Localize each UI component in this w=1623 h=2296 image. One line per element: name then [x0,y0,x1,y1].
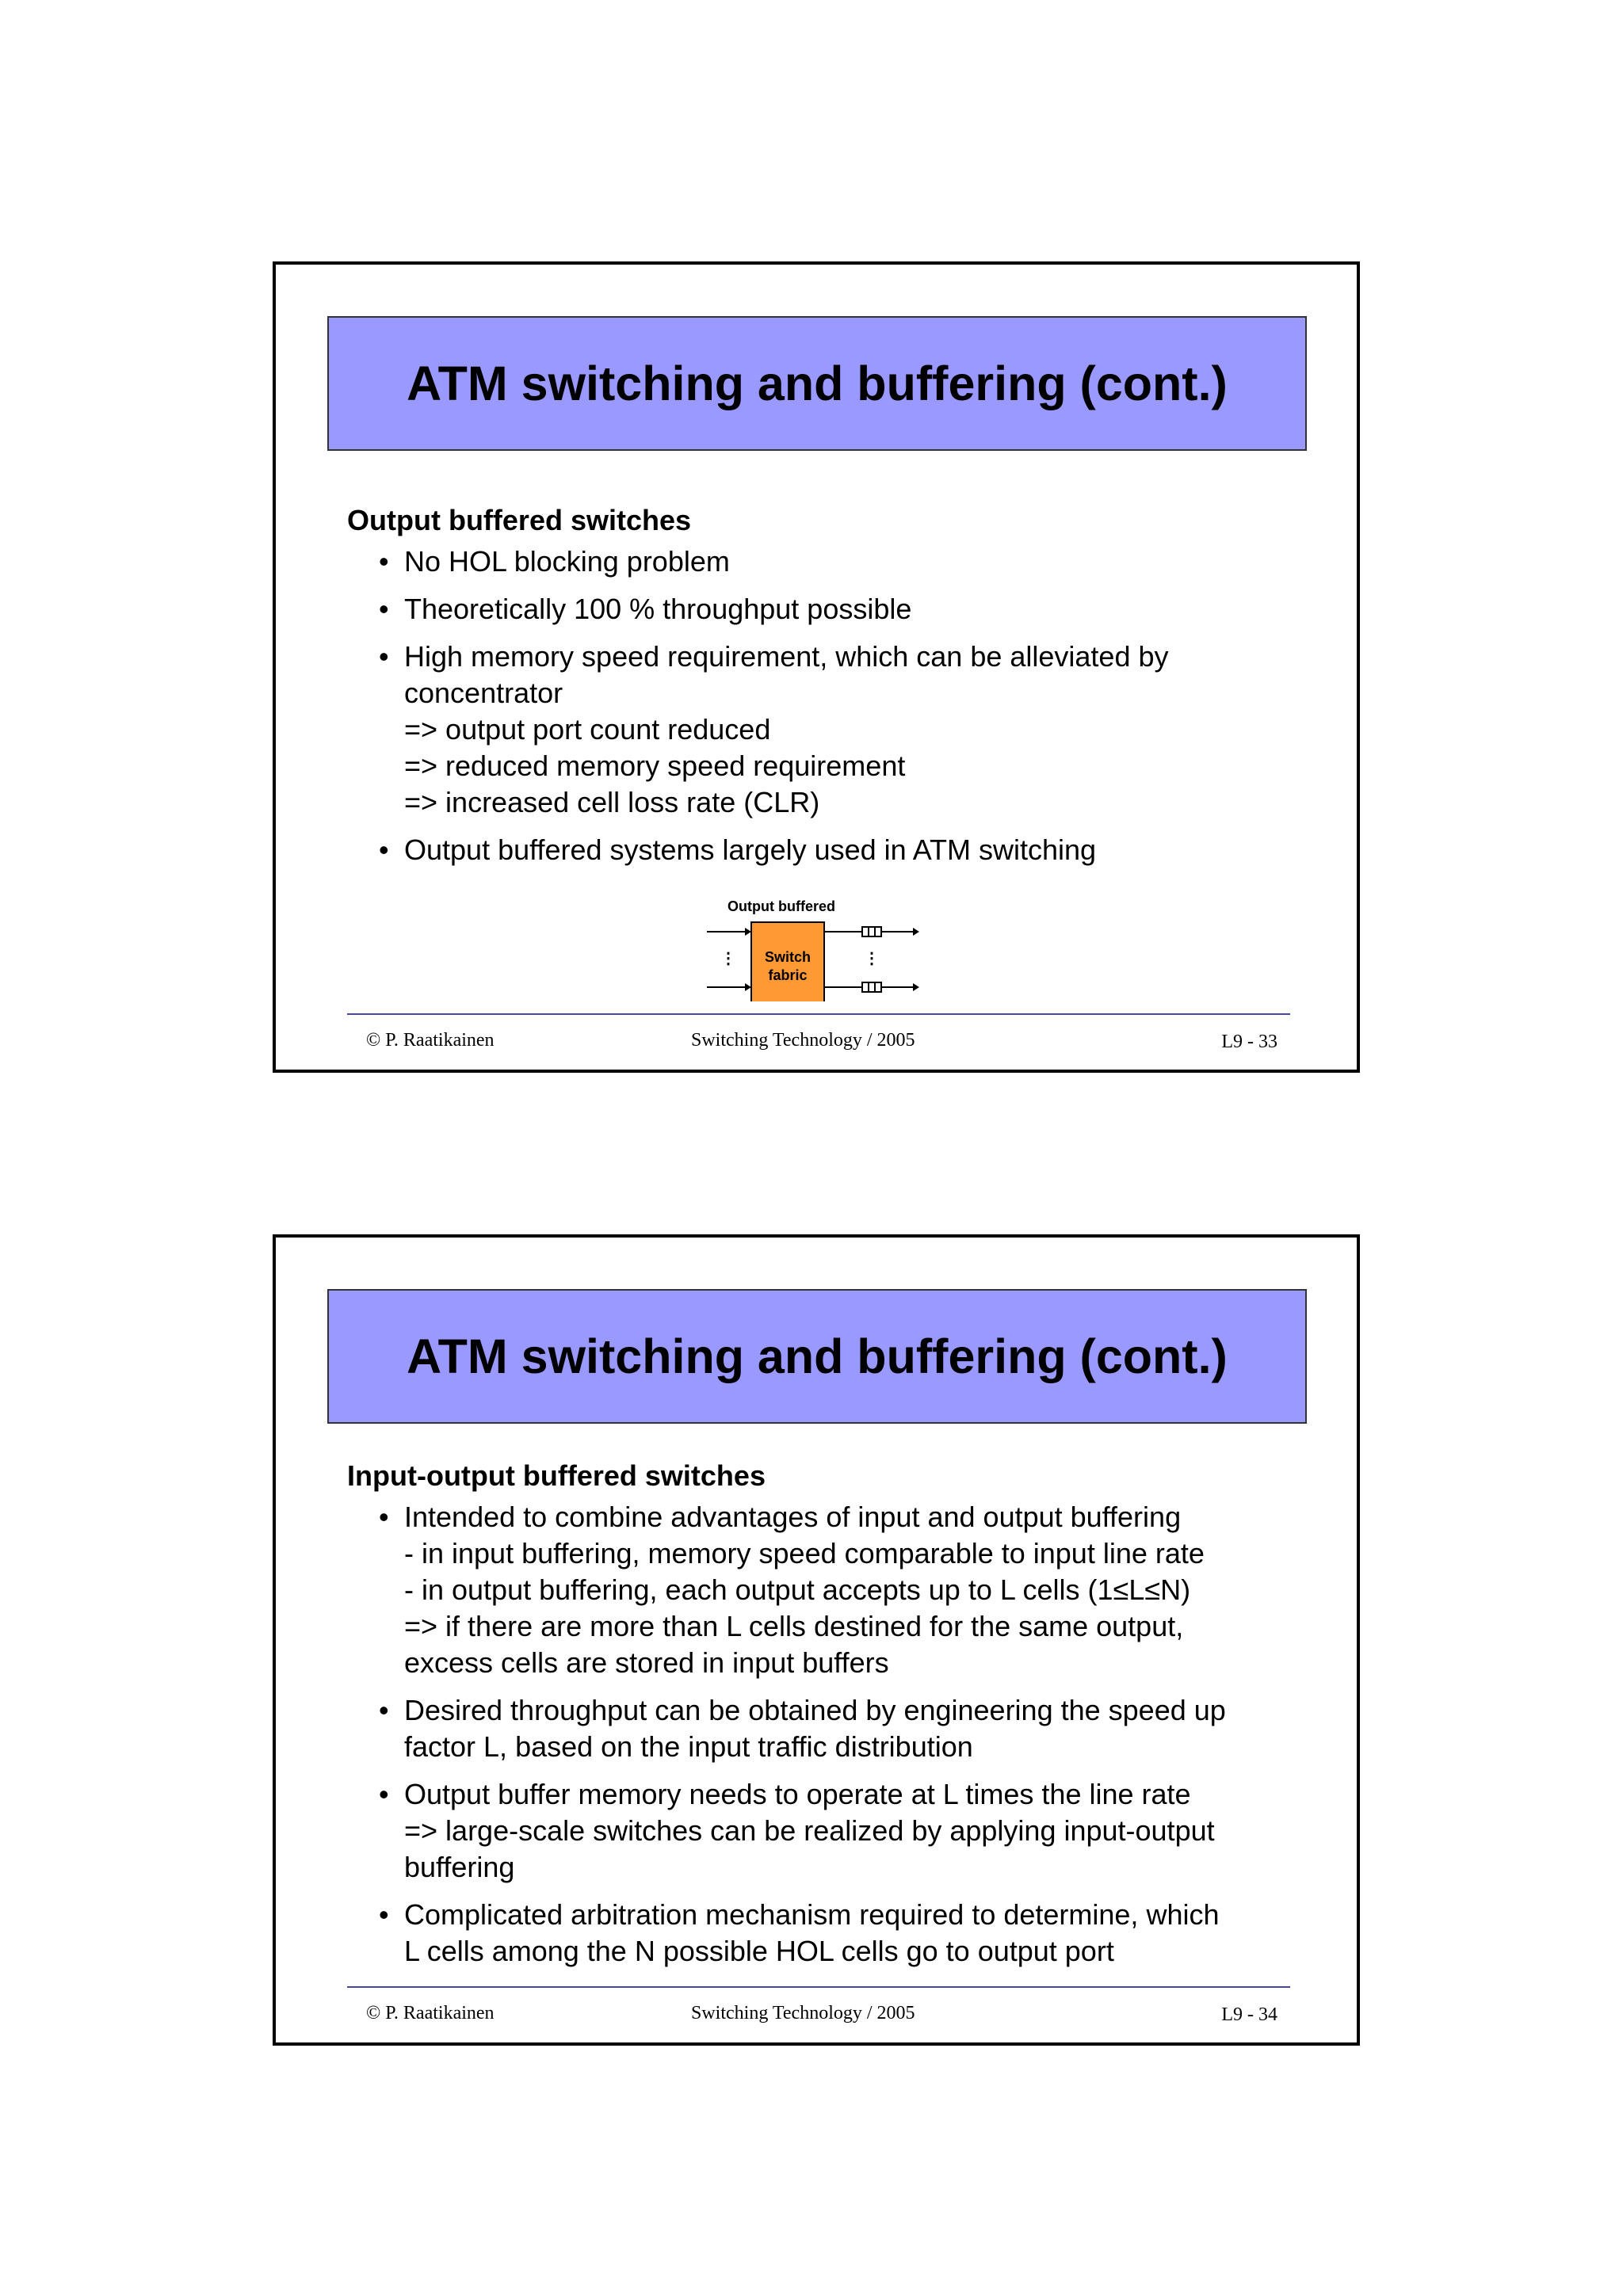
footer-author: © P. Raatikainen [366,2003,495,2023]
bullet-item [347,1692,1290,1765]
output-buffered-diagram [707,898,929,1001]
slide-34 [273,1234,1360,2046]
bullet-icon: • [379,640,389,673]
bullet-text: => if there are more than L cells destined for the same output, [404,1610,1184,1642]
section-heading: Output buffered switches [347,504,692,536]
footer-divider [347,1013,1290,1015]
bullet-item [347,832,1290,868]
footer-page-number: L9 - 33 [1221,1032,1277,1052]
bullet-item [347,591,1290,627]
bullet-icon: • [379,593,389,625]
slide-content [347,1458,1290,1981]
output-buffer-bottom [862,982,881,992]
input-arrowhead-top [745,928,751,936]
bullet-item [347,639,1290,821]
bullet-item [347,1499,1290,1681]
bullet-text: excess cells are stored in input buffers [404,1646,889,1679]
bullet-text: buffering [404,1851,515,1883]
bullet-text: Theoretically 100 % throughput possible [404,593,912,625]
bullet-text: => output port count reduced [404,713,771,746]
slide-title-box [327,316,1307,451]
bullet-text: factor L, based on the input traffic distribution [404,1730,973,1763]
footer-divider [347,1986,1290,1988]
bullet-text: No HOL blocking problem [404,545,730,578]
diagram-caption: Output buffered [727,898,835,914]
bullet-text: Desired throughput can be obtained by engineering the speed up [404,1694,1226,1726]
slide-content [347,502,1290,879]
footer-author: © P. Raatikainen [366,1030,495,1051]
bullet-icon: • [379,833,389,866]
bullet-text: concentrator [404,677,563,709]
bullet-icon: • [379,1501,389,1533]
bullet-text: L cells among the N possible HOL cells go to output port [404,1935,1114,1967]
output-buffer-top [862,927,881,936]
output-arrowhead-bottom [913,983,919,991]
slide-title-box [327,1289,1307,1424]
bullet-item [347,1897,1290,1970]
bullet-text: - in output buffering, each output accepts up to L cells (1≤L≤N) [404,1573,1191,1606]
slide-footer [276,1030,1357,1062]
bullet-icon: • [379,545,389,578]
bullet-list [347,543,1290,868]
section-heading: Input-output buffered switches [347,1459,766,1492]
input-arrowhead-bottom [745,983,751,991]
bullet-text: Output buffer memory needs to operate at L times the line rate [404,1778,1191,1810]
bullet-text: High memory speed requirement, which can be alleviated by [404,640,1169,673]
slide-33 [273,261,1360,1073]
bullet-text: Intended to combine advantages of input and output buffering [404,1501,1182,1533]
bullet-text: Output buffered systems largely used in ATM switching [404,833,1097,866]
bullet-list [347,1499,1290,1970]
bullet-text: - in input buffering, memory speed comparable to input line rate [404,1537,1205,1569]
output-arrowhead-top [913,928,919,936]
footer-course: Switching Technology / 2005 [691,1030,915,1051]
bullet-text: => reduced memory speed requirement [404,749,906,782]
bullet-icon: • [379,1898,389,1931]
fabric-label-line2: fabric [768,967,808,983]
bullet-text: => increased cell loss rate (CLR) [404,786,820,818]
bullet-icon: • [379,1694,389,1726]
fabric-label-line1: Switch [764,949,812,965]
switch-diagram-svg [707,898,929,1001]
output-ellipsis: ⋮ [864,950,880,967]
bullet-text: Complicated arbitration mechanism required to determine, which [404,1898,1220,1931]
bullet-text: => large-scale switches can be realized by applying input-output [404,1814,1215,1847]
slide-title: ATM switching and buffering (cont.) [407,357,1228,410]
footer-course: Switching Technology / 2005 [691,2003,915,2023]
bullet-icon: • [379,1778,389,1810]
bullet-item [347,543,1290,580]
slide-footer [276,2003,1357,2035]
footer-page-number: L9 - 34 [1221,2004,1277,2025]
input-ellipsis: ⋮ [720,950,736,967]
slide-title: ATM switching and buffering (cont.) [407,1329,1228,1383]
bullet-item [347,1776,1290,1886]
